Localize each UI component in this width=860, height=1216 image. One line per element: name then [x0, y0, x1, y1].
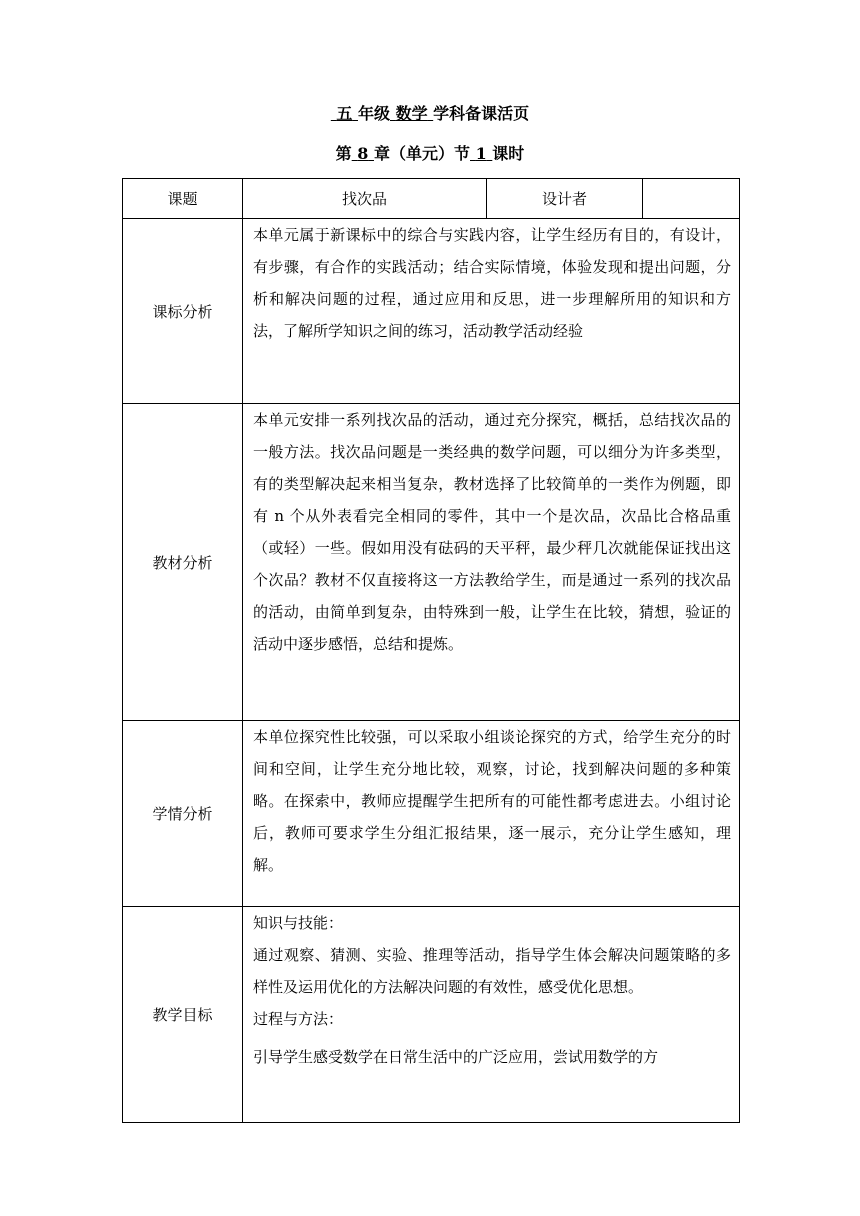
designer-value	[643, 179, 740, 219]
row-content-objectives	[243, 907, 740, 1123]
title-grade-suffix: 年级	[357, 104, 390, 123]
row-label-students: 学情分析	[123, 721, 243, 907]
subtitle-prefix: 第	[335, 144, 352, 163]
paragraph: 引导学生感受数学在日常生活中的广泛应用，尝试用数学的方	[253, 1048, 659, 1066]
topic-label: 课题	[123, 179, 243, 219]
table-row	[123, 404, 740, 721]
designer-label: 设计者	[487, 179, 643, 219]
subtitle-mid: 章（单元）节	[373, 144, 470, 163]
row-label-textbook: 教材分析	[123, 404, 243, 721]
paragraph: 过程与方法：	[253, 1010, 344, 1028]
paragraph: 本单元属于新课标中的综合与实践内容，让学生经历有目的，有设计，有步骤，有合作的实践活动；结合实际情境，体验发现和提出问题，分析和解决问题的过程，通过应用和反思，进一步理解所用的知识和方法，了解所学知识之间的练习，活动教学活动经验	[253, 226, 731, 340]
paragraph: 知识与技能：	[253, 914, 344, 932]
subject-field: 数学	[395, 104, 428, 123]
chapter-field: 8	[357, 144, 369, 163]
row-label-curriculum: 课标分析	[123, 219, 243, 404]
row-content-textbook	[243, 404, 740, 721]
title-tail: 学科备课活页	[433, 104, 530, 123]
paragraph: 本单元安排一系列找次品的活动，通过充分探究，概括，总结找次品的一般方法。找次品问题是一类经典的数学问题，可以细分为许多类型，有的类型解决起来相当复杂，教材选择了比较简单的一类作为例题，即有 n 个从外表看完全相同的零件，其中一个是次品，次品比合格品重（或轻）一些。假如用没有砝码的天平秤，最少秤几次就能保证找出这个次品？教材不仅直接将这一方法教给学生，而是通过一系列的找次品的活动，由简单到复杂，由特殊到一般，让学生在比较，猜想，验证的活动中逐步感悟，总结和提炼。	[253, 411, 731, 653]
page-title	[0, 104, 860, 124]
row-label-objectives: 教学目标	[123, 907, 243, 1123]
topic-value: 找次品	[243, 179, 487, 219]
row-content-curriculum	[243, 219, 740, 404]
page-subtitle	[0, 144, 860, 164]
paragraph: 本单位探究性比较强，可以采取小组谈论探究的方式，给学生充分的时间和空间，让学生充分地比较，观察，讨论，找到解决问题的多种策略。在探索中，教师应提醒学生把所有的可能性都考虑进去。小组讨论后，教师可要求学生分组汇报结果，逐一展示，充分让学生感知，理解。	[253, 728, 731, 874]
table-row	[123, 219, 740, 404]
paragraph: 通过观察、猜测、实验、推理等活动，指导学生体会解决问题策略的多样性及运用优化的方法解决问题的有效性，感受优化思想。	[253, 946, 731, 996]
lesson-field: 1	[475, 144, 487, 163]
lesson-plan-table	[122, 178, 740, 1123]
subtitle-tail: 课时	[492, 144, 525, 163]
row-content-students	[243, 721, 740, 907]
table-row	[123, 721, 740, 907]
topic-row	[123, 179, 740, 219]
table-row	[123, 907, 740, 1123]
grade-field: 五	[336, 104, 353, 123]
